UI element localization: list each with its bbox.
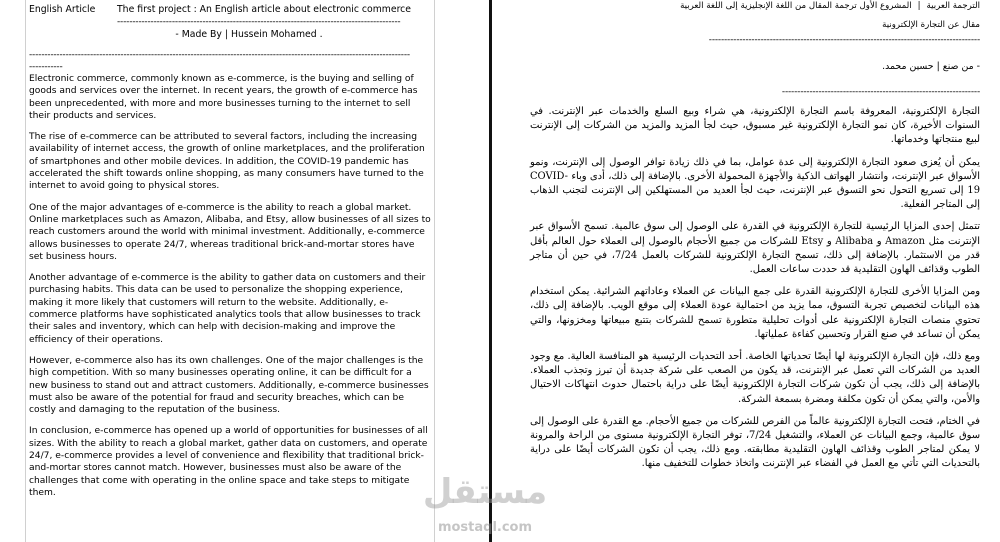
mostaql-watermark [419,470,551,542]
arabic-paragraph-1: التجارة الإلكترونية، المعروفة باسم التجارة الإلكترونية، هي شراء وبيع السلع والخدمات عبر الإنترنت. في السنوات الأخيرة، كان نمو التجارة الإلكترونية غير مسبوق، حيث لجأ المزيد والمزيد من الشركات إلى الإنترنت لبيع منتجاتها وخدماتها. [530,106,980,146]
arabic-paragraph-5: ومع ذلك، فإن التجارة الإلكترونية لها أيضًا تحدياتها الخاصة. أحد التحديات الرئيسية هو المنافسة العالية. مع وجود العديد من الشركات التي تعمل عبر الإنترنت، قد يكون من الصعب على شركة جديدة أن تبرز وتجذب العملاء. بالإضافة إلى ذلك، يجب أن تكون شركات التجارة الإلكترونية أيضًا على دراية باحتمال حدوث انتهاكات الاحتيال والأمن، والتي يمكن أن تكون مكلفة ومضرة بسمعة الشركة. [530,351,980,405]
arabic-made-by: - من صنع | حسين محمد. [882,61,980,72]
watermark-logo: مستقل [422,472,548,512]
english-paragraph-1: Electronic commerce, commonly known as e-commerce, is the buying and selling of goods and services over the internet. In recent years, the growth of e-commerce has been unprecedented, with more and more businesses turning to the internet to sell their products and services. [29,74,418,121]
english-content [29,3,431,508]
arabic-subtitle: مقال عن التجارة الإلكترونية [882,20,980,30]
arabic-paragraph-4: ومن المزايا الأخرى للتجارة الإلكترونية القدرة على جمع البيانات عن العملاء وعاداتهم الشرائية. يمكن استخدام هذه البيانات لتخصيص تجربة التسوق، مما يزيد من احتمالية عودة العملاء إلى موقع الويب. بالإضافة إلى ذلك، تحتوي منصات التجارة الإلكترونية على أدوات تحليلية متطورة تسمح للشركات بتتبع مبيعاتها ومخزونها، والتي يمكن أن تساعد في صنع القرار وتحسين كفاءة عملياتها. [530,286,980,340]
english-paragraph-5: However, e-commerce also has its own challenges. One of the major challenges is the high competition. With so many businesses operating online, it can be difficult for a new business to stand out and attract customers. Additionally, e-commerce businesses must also be aware of the potential for fraud and security breaches, which can be costly and damaging to the reputation of the business. [29,355,429,416]
arabic-paragraph-2: يمكن أن يُعزى صعود التجارة الإلكترونية إلى عدة عوامل، بما في ذلك زيادة توافر الوصول إلى الإنترنت، ونمو الأسواق عبر الإنترنت، وانتشار الهواتف الذكية والأجهزة المحمولة الأخرى. بالإضافة إلى ذلك، أدى وباء COVID-19 إلى تسريع التحول نحو التسوق عبر الإنترنت، حيث لجأ العديد من المستهلكين إلى الإنترنت لتجنب الذهاب إلى المتاجر الفعلية. [530,156,980,211]
arabic-title: المشروع الأول ترجمة المقال من اللغة الإنجليزية إلى اللغة العربية [680,1,912,11]
english-page [25,0,435,542]
english-dashes-short: ----------- [29,62,63,72]
english-paragraph-6: In conclusion, e-commerce has opened up a world of opportunities for businesses of all sizes. With the ability to reach a global market, gather data on customers, and operate 24/7, e-commerce provides a level of convenience and flexibility that traditional brick-and-mortar stores cannot match. However, businesses must also be aware of the challenges that come with operating in the online space and take steps to mitigate them. [29,426,428,498]
english-dashes-long: ----------------------------------------------------------------------------------------------------------------------------- [29,50,410,60]
arabic-dashes-top: ----------------------------------------------------------------------------------------- [708,35,980,45]
arabic-header: الترجمة العربية|المشروع الأول ترجمة المقال من اللغة الإنجليزية إلى اللغة العربية [680,1,980,11]
arabic-dashes-mid: ----------------------------------------------------------------- [781,87,980,97]
english-dashes-top: --------------------------------------------------------------------------------------------- [117,17,401,27]
english-label: English Article [29,4,96,15]
arabic-body [530,105,980,472]
english-made-by: - Made By | Hussein Mohamed . [175,29,323,40]
english-paragraph-3: One of the major advantages of e-commerce is the ability to reach a global market. Online marketplaces such as Amazon, Alibaba, and Etsy, allow businesses of all sizes to reach customers around the world with minimal investment. Additionally, e-commerce allows businesses to operate 24/7, whereas traditional brick-and-mortar stores have set business hours. [29,202,431,262]
arabic-paragraph-6: في الختام، فتحت التجارة الإلكترونية عالماً من الفرص للشركات من جميع الأحجام. مع القدرة على الوصول إلى سوق عالمية، وجمع البيانات عن العملاء، والتشغيل 7/24، توفر التجارة الإلكترونية مستوى من الراحة والمرونة لا يمكن لمتاجر الطوب وقذائف الهاون التقليدية مطابقته. ومع ذلك، يجب أن تكون الشركات أيضًا على دراية بالتحديات التي تأتي مع العمل في الفضاء عبر الإنترنت واتخاذ خطوات للتخفيف منها. [530,415,980,470]
arabic-page [530,0,980,542]
arabic-paragraph-3: تتمثل إحدى المزايا الرئيسية للتجارة الإلكترونية في القدرة على الوصول إلى سوق عالمية. تسمح الأسواق عبر الإنترنت مثل Amazon و Alibaba و Etsy للشركات من جميع الأحجام بالوصول إلى العملاء حول العالم بأقل قدر من الاستثمار. بالإضافة إلى ذلك، تسمح التجارة الإلكترونية للشركات بالعمل 7/24، في حين أن متاجر الطوب وقذائف الهاون التقليدية قد حددت ساعات العمل. [530,221,981,276]
english-header [29,3,431,16]
watermark-site: mostaql.com [437,520,533,535]
english-paragraph-4: Another advantage of e-commerce is the ability to gather data on customers and their purchasing habits. This data can be used to personalize the shopping experience, making it more likely that customers will return to the website. Additionally, e-commerce platforms have sophisticated analytics tools that allow businesses to track their sales and inventory, which can help with decision-making and improve the efficiency of their operations. [29,273,426,345]
english-title: The first project : An English article about electronic commerce [117,4,412,15]
arabic-content [530,0,980,480]
english-body [29,73,431,499]
page-divider [489,0,492,542]
english-paragraph-2: The rise of e-commerce can be attributed to several factors, including the increasing availability of internet access, the growth of online marketplaces, and the proliferation of smartphones and other mobile devices. In addition, the COVID-19 pandemic has accelerated the shift towards online shopping, as many consumers have turned to the internet to avoid going to physical stores. [29,132,425,192]
arabic-label: الترجمة العربية [926,1,980,11]
